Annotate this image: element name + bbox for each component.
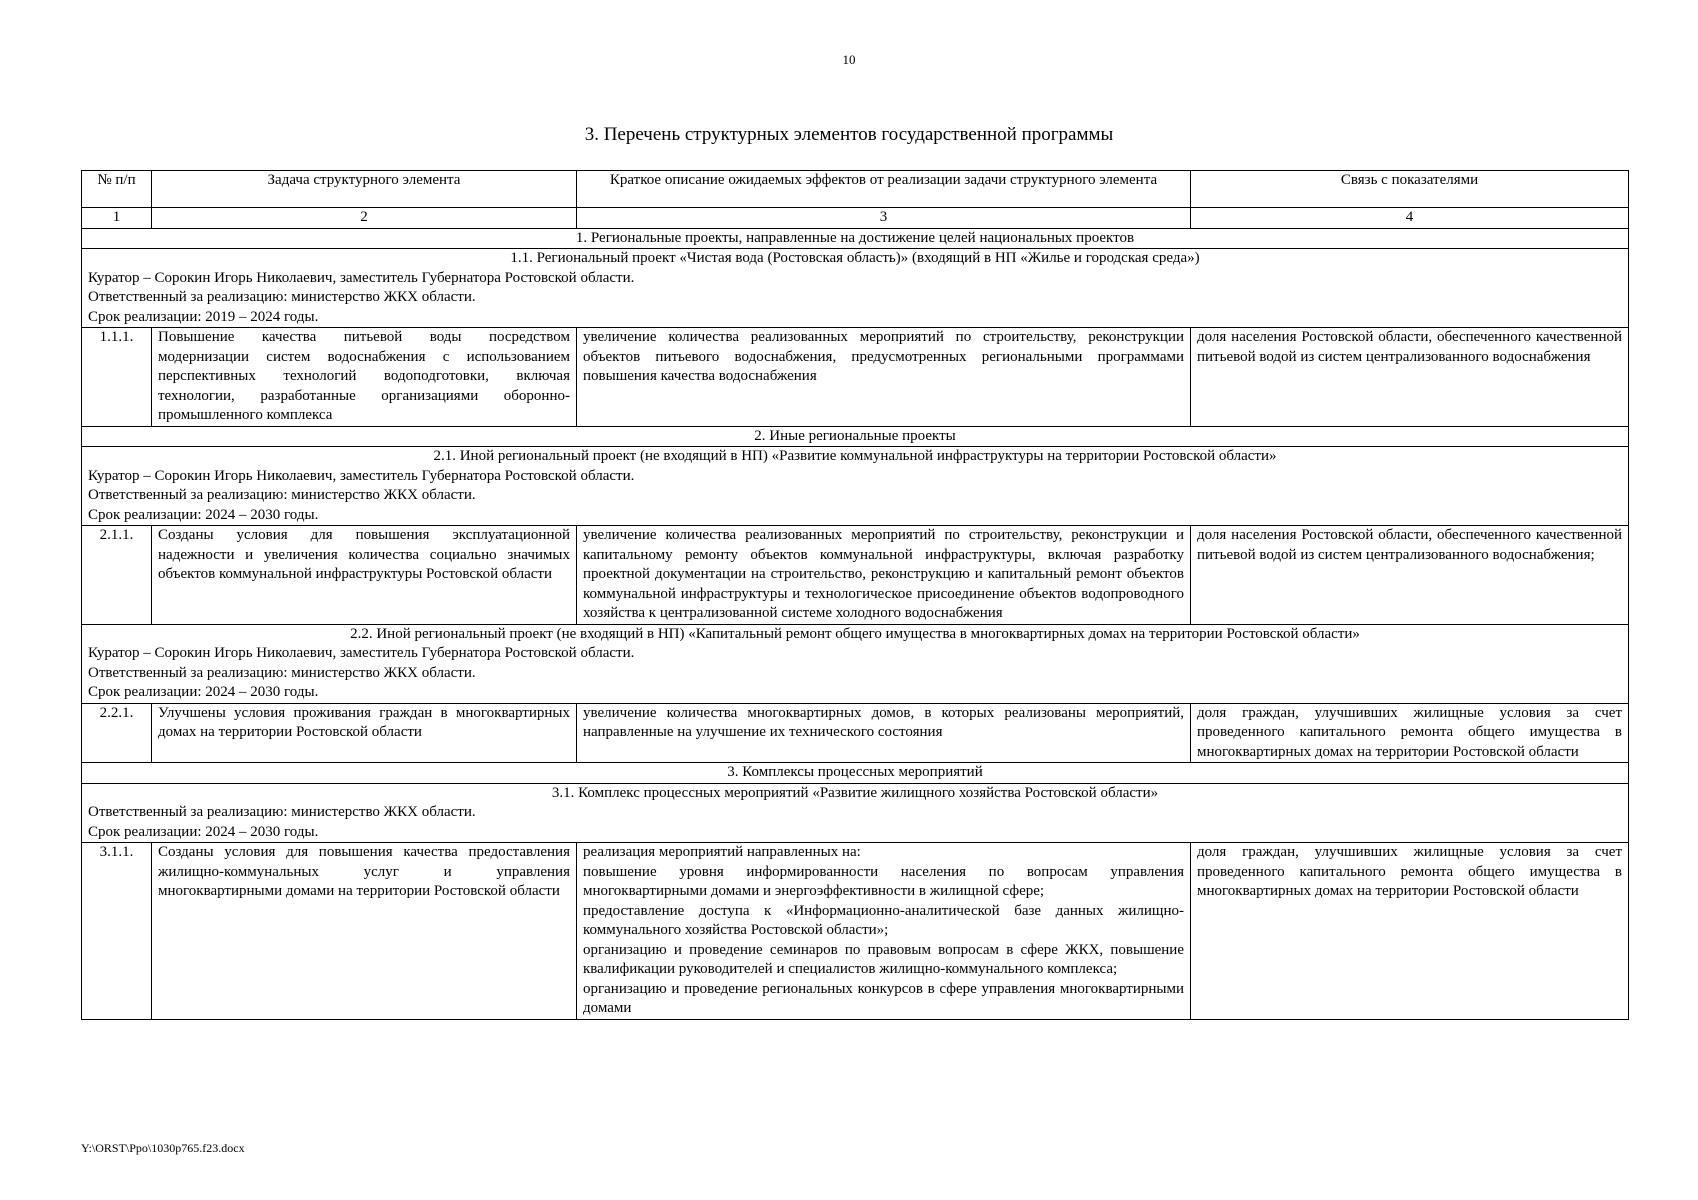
row-number: 3.1.1. bbox=[82, 843, 152, 1020]
row-task: Повышение качества питьевой воды посредством модернизации систем водоснабжения с использованием перспективных технологий водоподготовки, включая технологии, разработанные организациями оборонно-промышленного комплекса bbox=[152, 328, 577, 427]
row-task: Улучшены условия проживания граждан в многоквартирных домах на территории Ростовской области bbox=[152, 703, 577, 763]
project-info bbox=[82, 249, 1629, 328]
project-info bbox=[82, 624, 1629, 703]
project-term: Срок реализации: 2019 – 2024 годы. bbox=[88, 308, 319, 325]
section-heading: 1. Региональные проекты, направленные на достижение целей национальных проектов bbox=[82, 228, 1629, 249]
section-heading: 2. Иные региональные проекты bbox=[82, 426, 1629, 447]
section-heading-row bbox=[82, 763, 1629, 784]
row-link: доля граждан, улучшивших жилищные условия за счет проведенного капитального ремонта общего имущества в многоквартирных домах на территории Ростовской области bbox=[1191, 703, 1629, 763]
header-col-task: Задача структурного элемента bbox=[152, 171, 577, 208]
project-title: 2.1. Иной региональный проект (не входящий в НП) «Развитие коммунальной инфраструктуры на территории Ростовской области» bbox=[433, 448, 1277, 464]
project-curator: Куратор – Сорокин Игорь Николаевич, заместитель Губернатора Ростовской области. bbox=[88, 645, 635, 661]
project-responsible: Ответственный за реализацию: министерство ЖКХ области. bbox=[88, 664, 476, 681]
row-link: доля населения Ростовской области, обеспеченного качественной питьевой водой из систем централизованного водоснабжения; bbox=[1191, 526, 1629, 625]
project-responsible: Ответственный за реализацию: министерство ЖКХ области. bbox=[88, 487, 476, 503]
header-col-effect: Краткое описание ожидаемых эффектов от реализации задачи структурного элемента bbox=[577, 171, 1191, 208]
project-curator: Куратор – Сорокин Игорь Николаевич, заместитель Губернатора Ростовской области. bbox=[88, 269, 635, 286]
row-number: 2.2.1. bbox=[82, 703, 152, 763]
footer-file-path: Y:\ORST\Ppo\1030p765.f23.docx bbox=[81, 1141, 245, 1155]
table-row bbox=[82, 843, 1629, 1020]
row-number: 2.1.1. bbox=[82, 526, 152, 625]
effect-line: предоставление доступа к «Информационно-аналитической базе данных жилищно-коммунального хозяйства Ростовской области»; bbox=[583, 902, 1184, 938]
project-term: Срок реализации: 2024 – 2030 годы. bbox=[88, 684, 319, 700]
column-number: 4 bbox=[1191, 208, 1629, 229]
project-info-row bbox=[82, 249, 1629, 328]
page-title: 3. Перечень структурных элементов государственной программы bbox=[584, 124, 1114, 145]
effect-line: организацию и проведение семинаров по правовым вопросам в сфере ЖКХ, повышение квалификации руководителей и специалистов жилищно-коммунального комплекса; bbox=[583, 941, 1184, 977]
header-col-number: № п/п bbox=[82, 171, 152, 208]
section-heading: 3. Комплексы процессных мероприятий bbox=[82, 763, 1629, 784]
row-task: Созданы условия для повышения качества предоставления жилищно-коммунальных услуг и управления многоквартирными домами на территории Ростовской области bbox=[152, 843, 577, 1020]
project-info-row bbox=[82, 447, 1629, 526]
header-col-link: Связь с показателями bbox=[1191, 171, 1629, 208]
project-term: Срок реализации: 2024 – 2030 годы. bbox=[88, 506, 319, 523]
table-row bbox=[82, 703, 1629, 763]
column-number: 2 bbox=[152, 208, 577, 229]
row-number: 1.1.1. bbox=[82, 328, 152, 427]
effect-line: повышение уровня информированности населения по вопросам управления многоквартирными домами и энергоэффективности в жилищной сфере; bbox=[583, 863, 1184, 899]
table-row bbox=[82, 526, 1629, 625]
project-info bbox=[82, 783, 1629, 843]
project-responsible: Ответственный за реализацию: министерство ЖКХ области. bbox=[88, 804, 476, 820]
section-heading-row bbox=[82, 426, 1629, 447]
row-effect: увеличение количества реализованных мероприятий по строительству, реконструкции и капитальному ремонту объектов коммунальной инфраструктуры, включая разработку проектной документации на строительство, реконструкцию и капитальный ремонт объектов коммунальной инфраструктуры и технологическое присоединение объектов водопроводного хозяйства к централизованной системе холодного водоснабжения bbox=[577, 526, 1191, 625]
column-number: 1 bbox=[82, 208, 152, 229]
row-task: Созданы условия для повышения эксплуатационной надежности и увеличения количества социально значимых объектов коммунальной инфраструктуры Ростовской области bbox=[152, 526, 577, 625]
row-effect bbox=[577, 843, 1191, 1020]
project-title: 3.1. Комплекс процессных мероприятий «Развитие жилищного хозяйства Ростовской области» bbox=[551, 784, 1159, 801]
page-number: 10 bbox=[842, 52, 856, 67]
column-numbers-row bbox=[82, 208, 1629, 229]
project-title: 1.1. Региональный проект «Чистая вода (Ростовская область)» (входящий в НП «Жилье и городская среда») bbox=[510, 250, 1200, 266]
project-responsible: Ответственный за реализацию: министерство ЖКХ области. bbox=[88, 289, 476, 305]
project-curator: Куратор – Сорокин Игорь Николаевич, заместитель Губернатора Ростовской области. bbox=[88, 467, 635, 484]
table-row bbox=[82, 328, 1629, 427]
row-effect: увеличение количества реализованных мероприятий по строительству, реконструкции объектов питьевого водоснабжения, предусмотренных региональными программами повышения качества водоснабжения bbox=[577, 328, 1191, 427]
project-term: Срок реализации: 2024 – 2030 годы. bbox=[88, 823, 319, 840]
table-header-row bbox=[82, 171, 1629, 208]
effect-line: организацию и проведение региональных конкурсов в сфере управления многоквартирными домами bbox=[583, 980, 1184, 1016]
project-title: 2.2. Иной региональный проект (не входящий в НП) «Капитальный ремонт общего имущества в многоквартирных домах на территории Ростовской области» bbox=[350, 625, 1360, 642]
project-info-row bbox=[82, 783, 1629, 843]
project-info bbox=[82, 447, 1629, 526]
row-effect: увеличение количества многоквартирных домов, в которых реализованы мероприятий, направленные на улучшение их технического состояния bbox=[577, 703, 1191, 763]
effect-line: реализация мероприятий направленных на: bbox=[583, 844, 861, 860]
project-info-row bbox=[82, 624, 1629, 703]
row-link: доля граждан, улучшивших жилищные условия за счет проведенного капитального ремонта общего имущества в многоквартирных домах на территории Ростовской области bbox=[1191, 843, 1629, 1020]
section-heading-row bbox=[82, 228, 1629, 249]
row-link: доля населения Ростовской области, обеспеченного качественной питьевой водой из систем централизованного водоснабжения bbox=[1191, 328, 1629, 427]
column-number: 3 bbox=[577, 208, 1191, 229]
structural-elements-table bbox=[81, 170, 1629, 1020]
